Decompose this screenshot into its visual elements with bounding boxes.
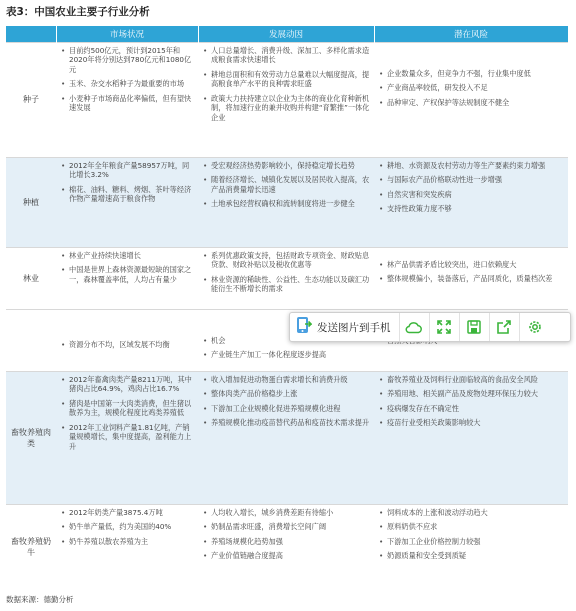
- list-item: • 品种审定、产权保护等法规制度不健全: [378, 98, 565, 108]
- cell-seeds-market: [56, 42, 198, 157]
- drivers-list: [202, 375, 371, 428]
- header-risks: 潜在风险: [374, 26, 568, 42]
- list-item: • 自然灾害和突发疾病: [378, 190, 565, 200]
- market-list: [60, 508, 195, 547]
- expand-button[interactable]: [430, 313, 460, 341]
- list-item: • 疫苗行业受相关政策影响较大: [378, 418, 565, 428]
- list-item: • 整体肉类产品价格稳步上涨: [202, 389, 371, 399]
- send-to-phone-button[interactable]: [290, 313, 400, 341]
- category-livestock-meat: 畜牧养殖肉类: [6, 371, 56, 504]
- list-item: • 收入增加促进动物蛋白需求增长和消费升级: [202, 375, 371, 385]
- list-item: • 人均收入增长，城乡消费差距有待缩小: [202, 508, 371, 518]
- list-item: • 随着经济增长、城镇化发展以及居民收入提高，农产品消费量增长迅速: [202, 175, 371, 194]
- analysis-table: [6, 26, 569, 589]
- market-list: [60, 375, 195, 452]
- data-source-note: 数据来源：德勤分析: [6, 595, 74, 604]
- list-item: • 中国是世界上森林资源最短缺的国家之一，森林覆盖率低，人均占有量少: [60, 265, 195, 284]
- list-item: • 受宏观经济热势影响较小，保持稳定增长趋势: [202, 161, 371, 171]
- row-livestock-dairy: [6, 504, 568, 589]
- cell-planting-risks: [374, 157, 568, 247]
- cell-meat-market: [56, 371, 198, 504]
- market-list: [60, 46, 195, 114]
- list-item: • 养殖场规模化趋势加强: [202, 537, 371, 547]
- category-forestry: 林业: [6, 247, 56, 309]
- table-header-row: [6, 26, 568, 42]
- cloud-button[interactable]: [400, 313, 430, 341]
- list-item: • 畜牧养殖业及饲料行业面临较高的食品安全风险: [378, 375, 565, 385]
- drivers-list: [202, 161, 371, 209]
- cloud-icon: [405, 320, 423, 334]
- list-item: • 林业资源的稀缺性、公益性、生态功能以及碳汇功能衍生不断增长的需求: [202, 275, 371, 294]
- list-item: • 奶牛单产量低，约为美国的40%: [60, 522, 195, 532]
- category-seeds: 种子: [6, 42, 56, 157]
- list-item: • 2012年全年粮食产量58957万吨，同比增长3.2%: [60, 161, 195, 180]
- cell-forestry-risks: [374, 247, 568, 309]
- category-livestock-dairy: 畜牧养殖奶牛: [6, 504, 56, 589]
- send-to-phone-label: 发送图片到手机: [317, 321, 391, 334]
- cell-meat-risks: [374, 371, 568, 504]
- row-livestock-meat: [6, 371, 568, 504]
- table-title: 表3：中国农业主要子行业分析: [6, 6, 150, 18]
- list-item: • 系列优惠政策支持，包括财政专项资金、财政贴息贷款、财政补贴以及税收优惠等: [202, 251, 371, 270]
- list-item: • 支持性政策力度不够: [378, 204, 565, 214]
- risks-list: [378, 161, 565, 214]
- list-item: • 原料奶供不应求: [378, 522, 565, 532]
- row-planting: [6, 157, 568, 247]
- list-item: • 产业商品率较低，研发投入不足: [378, 83, 565, 93]
- list-item: • 2012年畜禽肉类产量8211万吨，其中猪肉占比64.9%，鸡肉占比16.7%: [60, 375, 195, 394]
- market-list: [60, 161, 195, 204]
- market-list: [60, 251, 195, 285]
- save-button[interactable]: [460, 313, 490, 341]
- category-planting: 种植: [6, 157, 56, 247]
- cell-forestry-drivers: [198, 247, 374, 309]
- row-seeds: [6, 42, 568, 157]
- share-icon: [496, 319, 512, 335]
- cell-seeds-risks: [374, 42, 568, 157]
- list-item: • 产业价值链融合度提高: [202, 551, 371, 561]
- list-item: • 政策大力扶持建立以企业为主体的商业化育种新机制，将加速行业的兼并收购并构建“育繁推”一体化企业: [202, 94, 371, 123]
- cell-planting-drivers: [198, 157, 374, 247]
- list-item: • 产业链生产加工一体化程度逐步提高: [202, 350, 371, 360]
- share-toolbar: [289, 312, 571, 342]
- list-item: • 养殖规模化推动疫苗替代药品和疫苗技术需求提升: [202, 418, 371, 428]
- list-item: • 机会: [202, 336, 371, 346]
- cell-dairy-drivers: [198, 504, 374, 589]
- risks-list: [378, 375, 565, 428]
- expand-icon: [436, 319, 452, 335]
- risks-list: [378, 69, 565, 108]
- list-item: • 棉花、油料、糖料、烤烟、茶叶等经济作物产量增速高于粮食作物: [60, 185, 195, 204]
- list-item: • 小麦种子市场商品化率偏低，但有望快速发展: [60, 94, 195, 113]
- list-item: • 养殖用地、相关副产品及废物处理环保压力较大: [378, 389, 565, 399]
- cell-forestry-market-extra: [56, 309, 198, 371]
- header-category: [6, 26, 56, 42]
- row-forestry: [6, 247, 568, 309]
- cell-meat-drivers: [198, 371, 374, 504]
- list-item: • 耕地、水资源及农村劳动力等生产要素约束力增强: [378, 161, 565, 171]
- drivers-list: [202, 46, 371, 123]
- list-item: • 林业产业持续快速增长: [60, 251, 195, 261]
- list-item: • 猪肉是中国第一大肉类消费，但生猪以散养为主，规模化程度比鸡类养殖低: [60, 399, 195, 418]
- list-item: • 奶制品需求旺盛，消费增长空间广阔: [202, 522, 371, 532]
- drivers-list: [202, 508, 371, 561]
- list-item: • 目前约500亿元，预计到2015年和2020年将分别达到780亿元和1080亿元: [60, 46, 195, 75]
- cell-forestry-market: [56, 247, 198, 309]
- list-item: • 整体规模偏小，装备落后，产品同质化，质量档次差: [378, 274, 565, 284]
- cell-dairy-risks: [374, 504, 568, 589]
- list-item: • 土地承包经营权确权和流转制度将进一步健全: [202, 199, 371, 209]
- list-item: • 2012年工业饲料产量1.81亿吨，产销量规模增长，集中度提高，盈利能力上升: [60, 423, 195, 452]
- phone-send-icon: [296, 316, 312, 338]
- drivers-list: [202, 251, 371, 294]
- risks-list: [378, 508, 565, 561]
- list-item: • 奶源质量和安全受到质疑: [378, 551, 565, 561]
- risks-list: [378, 260, 565, 284]
- list-item: • 资源分布不均，区域发展不均衡: [60, 340, 195, 350]
- cell-planting-market: [56, 157, 198, 247]
- share-button[interactable]: [490, 313, 520, 341]
- list-item: • 林产品供需矛盾比较突出，进口依赖度大: [378, 260, 565, 270]
- header-market: 市场状况: [56, 26, 198, 42]
- list-item: • 与国际农产品价格联动性进一步增强: [378, 175, 565, 185]
- list-item: • 人口总量增长、消费升级、深加工、多样化需求造成粮食需求快速增长: [202, 46, 371, 65]
- list-item: • 玉米、杂交水稻种子为最重要的市场: [60, 79, 195, 89]
- list-item: • 奶牛养殖以散农养殖为主: [60, 537, 195, 547]
- category-forestry-continued: [6, 309, 56, 371]
- list-item: • 2012年奶类产量3875.4万吨: [60, 508, 195, 518]
- market-list: [60, 340, 195, 350]
- list-item: • 企业数量众多，但竞争力不强，行业集中度低: [378, 69, 565, 79]
- cell-dairy-market: [56, 504, 198, 589]
- list-item: • 饲料成本的上涨和波动浮动趋大: [378, 508, 565, 518]
- list-item: • 下游加工企业价格控制力较强: [378, 537, 565, 547]
- list-item: • 下游加工企业规模化促进养殖规模化进程: [202, 404, 371, 414]
- settings-icon: [527, 319, 543, 335]
- list-item: • 疫病爆发存在不确定性: [378, 404, 565, 414]
- save-icon: [466, 319, 482, 335]
- settings-button[interactable]: [520, 313, 550, 341]
- list-item: • 耕地总面积和有效劳动力总量难以大幅度提高，提高粮食单产水平的良种需求旺盛: [202, 70, 371, 89]
- cell-seeds-drivers: [198, 42, 374, 157]
- header-drivers: 发展动因: [198, 26, 374, 42]
